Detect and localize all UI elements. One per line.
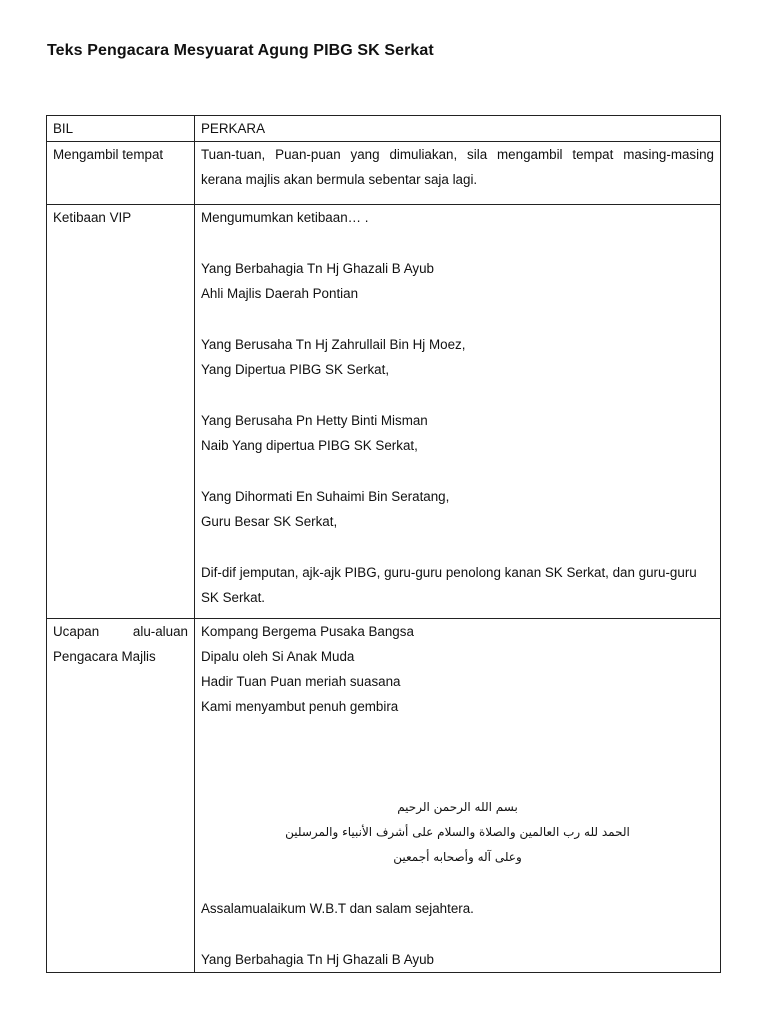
header-bil: BIL <box>47 116 195 142</box>
pantun-line: Kompang Bergema Pusaka Bangsa <box>201 624 414 639</box>
guest-title: Yang Dipertua PIBG SK Serkat, <box>201 362 390 377</box>
row-label: Ketibaan VIP <box>47 205 195 619</box>
pantun-line: Kami menyambut penuh gembira <box>201 699 399 714</box>
guest-name: Yang Dihormati En Suhaimi Bin Seratang, <box>201 489 450 504</box>
vip-closing: Dif-dif jemputan, ajk-ajk PIBG, guru-guru penolong kanan SK Serkat, dan guru-guru SK Serkat. <box>201 565 697 605</box>
row-label: Mengambil tempat <box>47 142 195 205</box>
header-perkara: PERKARA <box>195 116 721 142</box>
table-row <box>47 205 721 619</box>
table-row <box>47 142 721 205</box>
row-text: Tuan-tuan, Puan-puan yang dimuliakan, sila mengambil tempat masing-masing kerana majlis akan bermula sebentar saja lagi. <box>201 147 714 187</box>
arabic-line: بسم الله الرحمن الرحيم <box>397 800 518 814</box>
table-header-row <box>47 116 721 142</box>
vip-intro: Mengumumkan ketibaan… . <box>201 210 369 225</box>
arabic-line: وعلى آله وأصحابه أجمعين <box>393 850 522 864</box>
closing-guest-line: Yang Berbahagia Tn Hj Ghazali B Ayub <box>201 952 435 967</box>
guest-name: Yang Berusaha Tn Hj Zahrullail Bin Hj Moez, <box>201 337 466 352</box>
row-content <box>195 619 721 973</box>
row-content <box>195 205 721 619</box>
agenda-table <box>46 115 721 973</box>
document-title: Teks Pengacara Mesyuarat Agung PIBG SK Serkat <box>47 42 434 59</box>
row-content <box>195 142 721 205</box>
row-label-line: Ucapan alu-aluan <box>53 624 188 639</box>
guest-title: Ahli Majlis Daerah Pontian <box>201 286 359 301</box>
guest-title: Naib Yang dipertua PIBG SK Serkat, <box>201 438 418 453</box>
pantun-line: Dipalu oleh Si Anak Muda <box>201 649 355 664</box>
row-label-line: Pengacara Majlis <box>53 649 156 664</box>
row-label <box>47 619 195 973</box>
arabic-line: الحمد لله رب العالمين والصلاة والسلام على أشرف الأنبياء والمرسلين <box>285 825 630 839</box>
table-row <box>47 619 721 973</box>
pantun-line: Hadir Tuan Puan meriah suasana <box>201 674 401 689</box>
guest-title: Guru Besar SK Serkat, <box>201 514 338 529</box>
greeting-line: Assalamualaikum W.B.T dan salam sejahtera. <box>201 901 474 916</box>
guest-name: Yang Berbahagia Tn Hj Ghazali B Ayub <box>201 261 435 276</box>
guest-name: Yang Berusaha Pn Hetty Binti Misman <box>201 413 428 428</box>
